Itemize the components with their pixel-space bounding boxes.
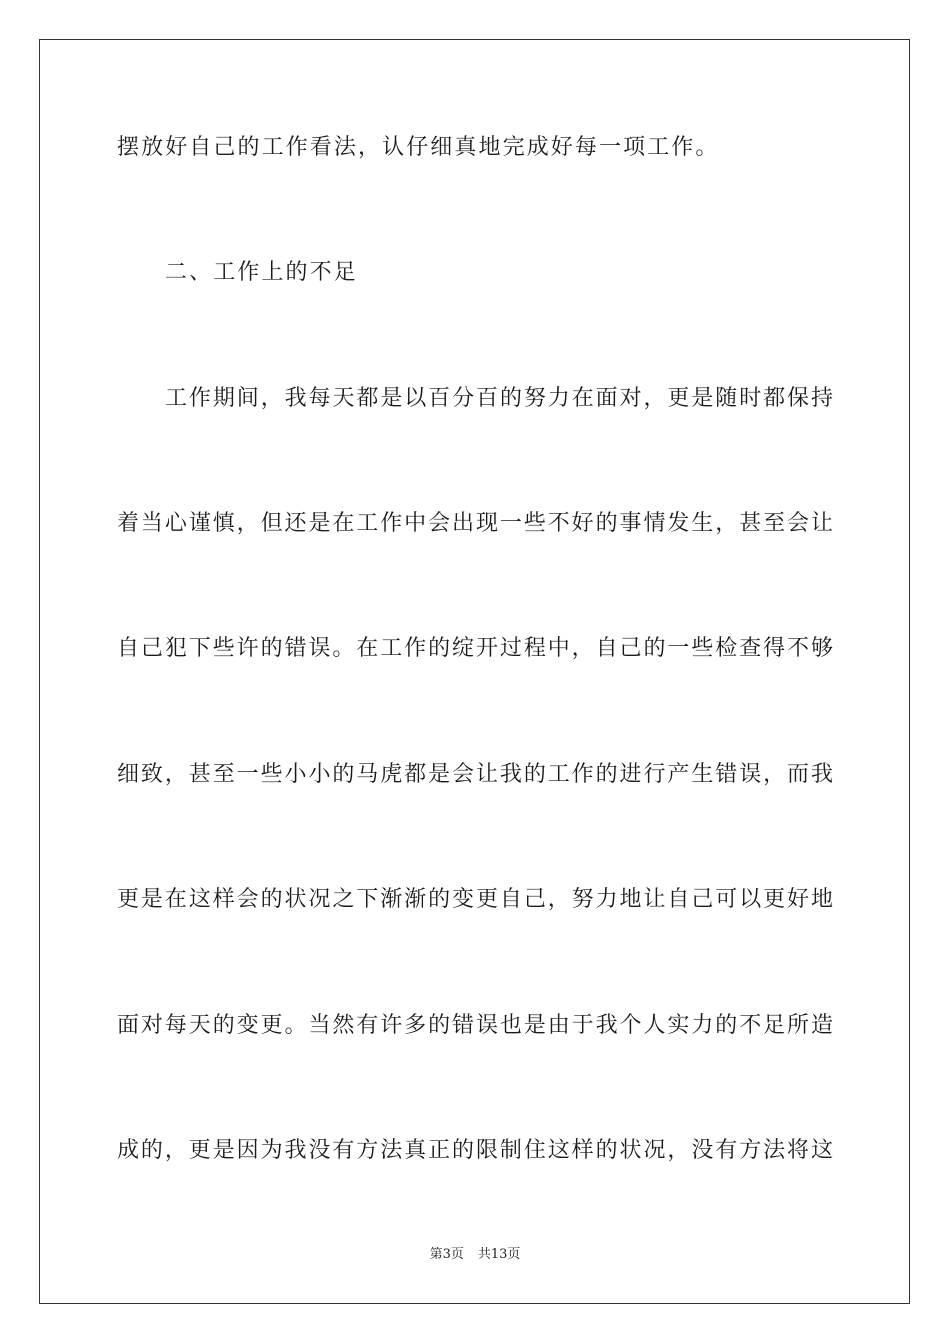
page-border bbox=[39, 39, 910, 1304]
section-heading: 二、工作上的不足 bbox=[165, 260, 358, 285]
page-number: 第3页 bbox=[429, 1247, 464, 1262]
paragraph-line-6: 更是在这样会的状况之下渐渐的变更自己，努力地让自己可以更好地 bbox=[117, 887, 833, 912]
paragraph-line-1: 摆放好自己的工作看法，认仔细真地完成好每一项工作。 bbox=[117, 135, 720, 160]
page-footer bbox=[0, 1246, 950, 1264]
paragraph-line-3: 着当心谨慎，但还是在工作中会出现一些不好的事情发生，甚至会让 bbox=[117, 511, 833, 536]
paragraph-line-5: 细致，甚至一些小小的马虎都是会让我的工作的进行产生错误，而我 bbox=[117, 762, 833, 787]
paragraph-line-8: 成的，更是因为我没有方法真正的限制住这样的状况，没有方法将这 bbox=[117, 1138, 833, 1163]
paragraph-line-2: 工作期间，我每天都是以百分百的努力在面对，更是随时都保持 bbox=[165, 386, 833, 411]
paragraph-line-7: 面对每天的变更。当然有许多的错误也是由于我个人实力的不足所造 bbox=[117, 1013, 833, 1038]
total-pages: 共13页 bbox=[477, 1247, 521, 1262]
paragraph-line-4: 自己犯下些许的错误。在工作的绽开过程中，自己的一些检查得不够 bbox=[117, 636, 833, 661]
